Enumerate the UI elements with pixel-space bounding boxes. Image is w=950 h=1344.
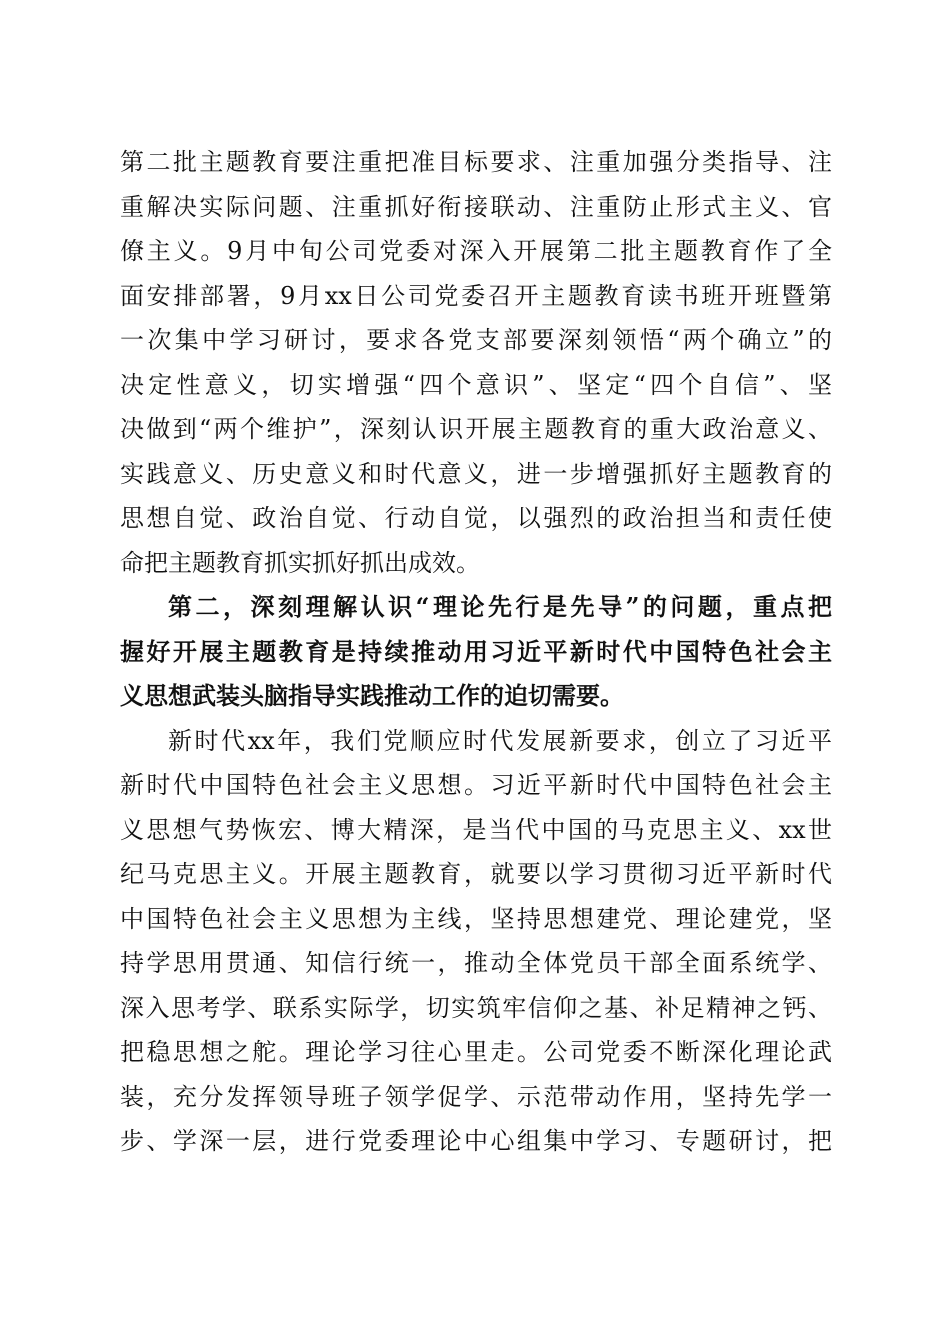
text-line: 中国特色社会主义思想为主线，坚持思想建党、理论建党，坚: [120, 904, 832, 933]
text-line: 步、学深一层，进行党委理论中心组集中学习、专题研讨，把: [120, 1127, 832, 1155]
text-line: 纪马克思主义。开展主题教育，就要以学习贯彻习近平新时代: [120, 860, 832, 888]
paragraph-1: [120, 140, 832, 585]
text-line: 重解决实际问题、注重抓好衔接联动、注重防止形式主义、官: [120, 192, 832, 221]
text-line: 命把主题教育抓实抓好抓出成效。: [120, 548, 480, 577]
text-line: 第二，深刻理解认识“理论先行是先导”的问题，重点把: [168, 592, 832, 621]
text-line: 把稳思想之舵。理论学习往心里走。公司党委不断深化理论武: [120, 1038, 832, 1066]
text-line: 新时代xx年，我们党顺应时代发展新要求，创立了习近平: [168, 726, 832, 755]
text-line: 新时代中国特色社会主义思想。习近平新时代中国特色社会主: [120, 771, 832, 799]
text-line: 僚主义。9月中旬公司党委对深入开展第二批主题教育作了全: [120, 237, 832, 265]
text-line: 决做到“两个维护”，深刻认识开展主题教育的重大政治意义、: [120, 415, 832, 443]
text-line: 义思想武装头脑指导实践推动工作的迫切需要。: [120, 681, 624, 710]
paragraph-2-heading: [120, 585, 832, 719]
text-line: 握好开展主题教育是持续推动用习近平新时代中国特色社会主: [120, 636, 832, 666]
text-line: 装，充分发挥领导班子领学促学、示范带动作用，坚持先学一: [120, 1082, 832, 1111]
text-line: 义思想气势恢宏、博大精深，是当代中国的马克思主义、xx世: [120, 815, 832, 844]
text-line: 决定性意义，切实增强“四个意识”、坚定“四个自信”、坚: [120, 370, 832, 399]
document-body: [120, 140, 832, 1164]
text-line: 实践意义、历史意义和时代意义，进一步增强抓好主题教育的: [120, 459, 832, 488]
text-line: 一次集中学习研讨，要求各党支部要深刻领悟“两个确立”的: [120, 326, 832, 354]
text-line: 深入思考学、联系实际学，切实筑牢信仰之基、补足精神之钙、: [120, 993, 832, 1022]
paragraph-3: [120, 719, 832, 1164]
text-line: 面安排部署，9月xx日公司党委召开主题教育读书班开班暨第: [120, 281, 832, 310]
text-line: 第二批主题教育要注重把准目标要求、注重加强分类指导、注: [120, 148, 832, 176]
text-line: 思想自觉、政治自觉、行动自觉，以强烈的政治担当和责任使: [120, 504, 832, 532]
text-line: 持学思用贯通、知信行统一，推动全体党员干部全面系统学、: [120, 949, 832, 977]
